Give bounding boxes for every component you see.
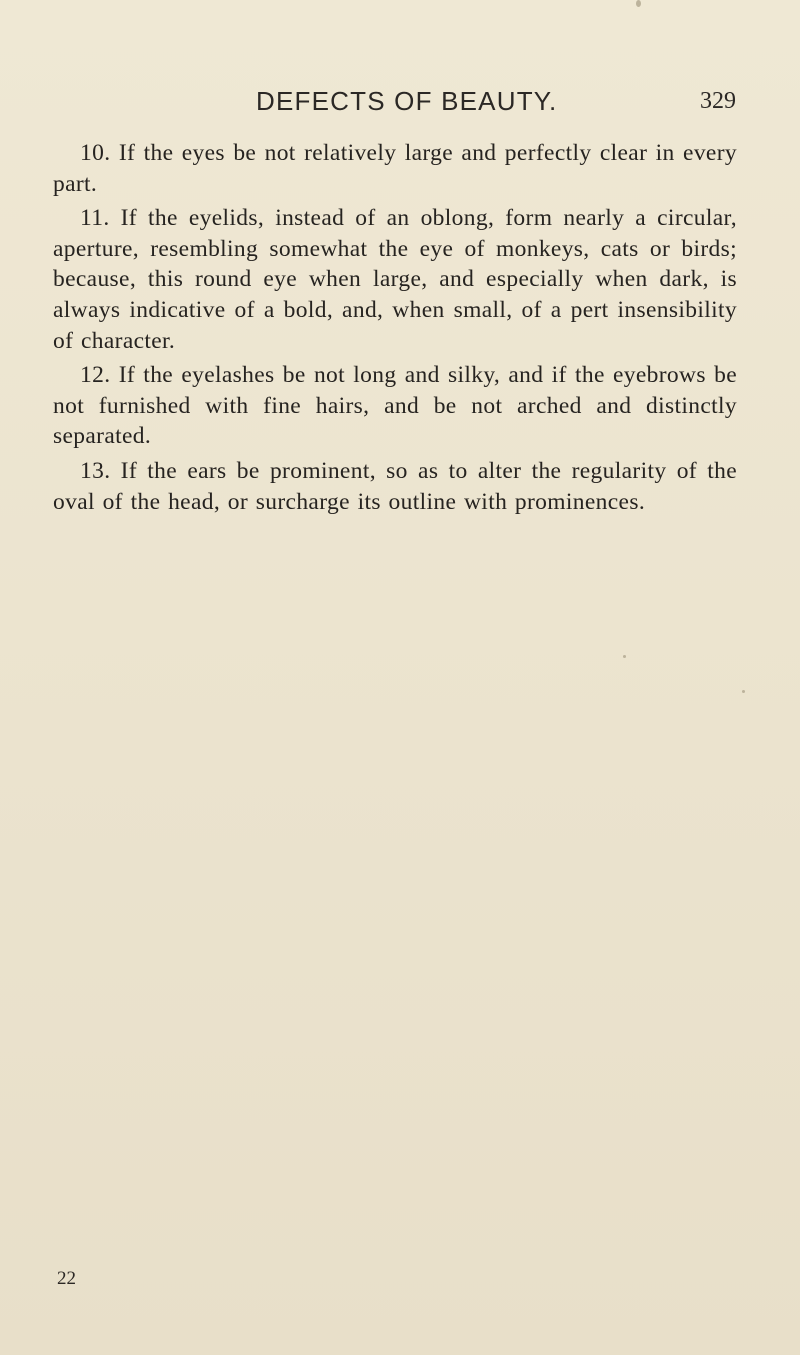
page-number: 329: [700, 88, 736, 114]
running-head: [256, 86, 736, 122]
paragraph-12: 12. If the eyelashes be not long and silky, and if the eyebrows be not furnished with fine hairs, and be not arched and distinctly separated.: [53, 362, 737, 450]
running-title: DEFECTS OF BEAUTY.: [256, 86, 558, 116]
paper-speck: [636, 0, 641, 7]
paragraph-10: 10. If the eyes be not relatively large and perfectly clear in every part.: [53, 140, 737, 197]
signature-mark: 22: [57, 1268, 76, 1289]
paragraph-13: 13. If the ears be prominent, so as to alter the regularity of the oval of the head, or surcharge its outline with prominences.: [53, 457, 737, 515]
paragraph-11: 11. If the eyelids, instead of an oblong, form nearly a circular, aperture, resembling somewhat the eye of monkeys, cats or birds; because, this round eye when large, and especially when dark, is always indicative of a bold, and, when small, of a pert insensibility of character.: [53, 205, 737, 354]
body-text: [53, 138, 737, 521]
paper-speck: [742, 690, 745, 693]
paper-speck: [623, 655, 626, 658]
